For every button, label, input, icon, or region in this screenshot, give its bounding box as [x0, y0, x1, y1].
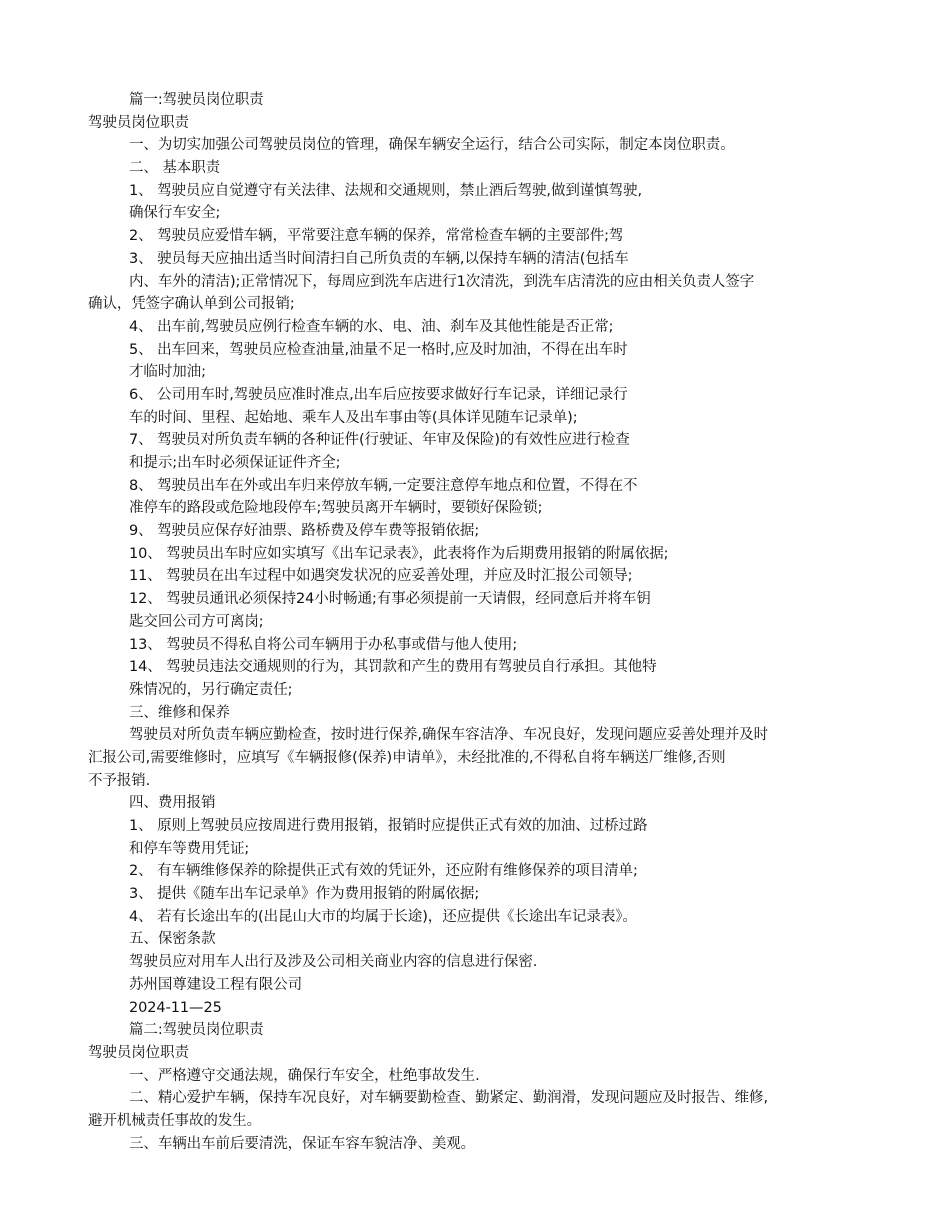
text-line: 车的时间、里程、起始地、乘车人及出车事由等(具体详见随车记录单); [129, 409, 578, 426]
text-line: 1、 原则上驾驶员应按周进行费用报销，报销时应提供正式有效的加油、过桥过路 [129, 818, 648, 834]
text-line: 驾驶员岗位职责 [88, 114, 189, 131]
text-line: 2、 有车辆维修保养的除提供正式有效的凭证外，还应附有维修保养的项目清单; [129, 863, 638, 880]
text-line: 驾驶员岗位职责 [88, 1044, 189, 1061]
text-line: 5、 出车回来，驾驶员应检查油量,油量不足一格时,应及时加油，不得在出车时 [129, 341, 628, 358]
text-line: 一、为切实加强公司驾驶员岗位的管理，确保车辆安全运行，结合公司实际，制定本岗位职责。 [129, 137, 735, 154]
text-line: 确保行车安全; [129, 205, 221, 222]
text-line: 2024-11—25 [129, 999, 222, 1016]
text-line: 和停车等费用凭证; [129, 840, 250, 857]
text-line: 二、精心爱护车辆，保持车况良好，对车辆要勤检查、勤紧定、勤润滑，发现问题应及时报告、维修, [129, 1090, 769, 1107]
text-line: 篇一:驾驶员岗位职责 [129, 92, 264, 108]
text-line: 五、保密条款 [129, 931, 216, 948]
text-line: 苏州国尊建设工程有限公司 [129, 976, 303, 993]
text-line: 三、维修和保养 [129, 704, 230, 721]
text-line: 和提示;出车时必须保证证件齐全; [129, 455, 341, 471]
text-line: 殊情况的，另行确定责任; [129, 681, 293, 698]
text-line: 匙交回公司方可离岗; [129, 613, 264, 630]
text-line: 二、 基本职责 [129, 160, 221, 177]
text-line: 7、 驾驶员对所负责车辆的各种证件(行驶证、年审及保险)的有效性应进行检查 [129, 432, 630, 449]
text-line: 驾驶员对所负责车辆应勤检查，按时进行保养,确保车容洁净、车况良好，发现问题应妥善处理并及时 [129, 727, 769, 744]
text-line: 9、 驾驶员应保存好油票、路桥费及停车费等报销依据; [129, 523, 480, 540]
text-line: 4、 出车前,驾驶员应例行检查车辆的水、电、油、刹车及其他性能是否正常; [129, 318, 614, 335]
text-line: 准停车的路段或危险地段停车;驾驶员离开车辆时，要锁好保险锁; [129, 500, 543, 517]
text-line: 12、 驾驶员通讯必须保持24小时畅通;有事必须提前一天请假，经同意后并将车钥 [129, 591, 651, 608]
text-line: 篇二:驾驶员岗位职责 [129, 1022, 264, 1039]
text-line: 四、费用报销 [129, 795, 216, 812]
text-line: 内、车外的清洁);正常情况下，每周应到洗车店进行1次清洗，到洗车店清洗的应由相关负责人签字 [129, 273, 755, 290]
text-line: 避开机械责任事故的发生。 [88, 1112, 262, 1129]
text-line: 不予报销. [88, 772, 151, 789]
text-line: 10、 驾驶员出车时应如实填写《出车记录表》，此表将作为后期费用报销的附属依据; [129, 545, 669, 562]
text-line: 4、 若有长途出车的(出昆山大市的均属于长途)，还应提供《长途出车记录表》。 [129, 908, 637, 925]
text-line: 才临时加油; [129, 364, 206, 381]
text-line: 汇报公司,需要维修时，应填写《车辆报修(保养)申请单》，未经批准的,不得私自将车辆送厂维修,否则 [88, 749, 726, 766]
text-line: 3、 驶员每天应抽出适当时间清扫自己所负责的车辆,以保持车辆的清洁(包括车 [129, 250, 629, 267]
text-line: 1、 驾驶员应自觉遵守有关法律、法规和交通规则，禁止酒后驾驶,做到谨慎驾驶, [129, 182, 643, 199]
text-line: 3、 提供《随车出车记录单》作为费用报销的附属依据; [129, 886, 480, 903]
document-body [0, 89, 950, 1155]
text-line: 6、 公司用车时,驾驶员应准时准点,出车后应按要求做好行车记录，详细记录行 [129, 386, 628, 403]
text-line: 驾驶员应对用车人出行及涉及公司相关商业内容的信息进行保密. [129, 954, 538, 971]
text-line: 13、 驾驶员不得私自将公司车辆用于办私事或借与他人使用; [129, 636, 518, 653]
text-line: 三、车辆出车前后要清洗，保证车容车貌洁净、美观。 [129, 1135, 476, 1152]
text-line: 确认，凭签字确认单到公司报销; [88, 296, 295, 313]
text-line: 8、 驾驶员出车在外或出车归来停放车辆,一定要注意停车地点和位置，不得在不 [129, 477, 638, 494]
text-line: 14、 驾驶员违法交通规则的行为，其罚款和产生的费用有驾驶员自行承担。其他特 [129, 659, 657, 676]
text-line: 2、 驾驶员应爱惜车辆，平常要注意车辆的保养，常常检查车辆的主要部件;驾 [129, 228, 624, 245]
text-line: 11、 驾驶员在出车过程中如遇突发状况的应妥善处理，并应及时汇报公司领导; [129, 568, 633, 585]
text-line: 一、严格遵守交通法规，确保行车安全，杜绝事故发生. [129, 1067, 480, 1084]
